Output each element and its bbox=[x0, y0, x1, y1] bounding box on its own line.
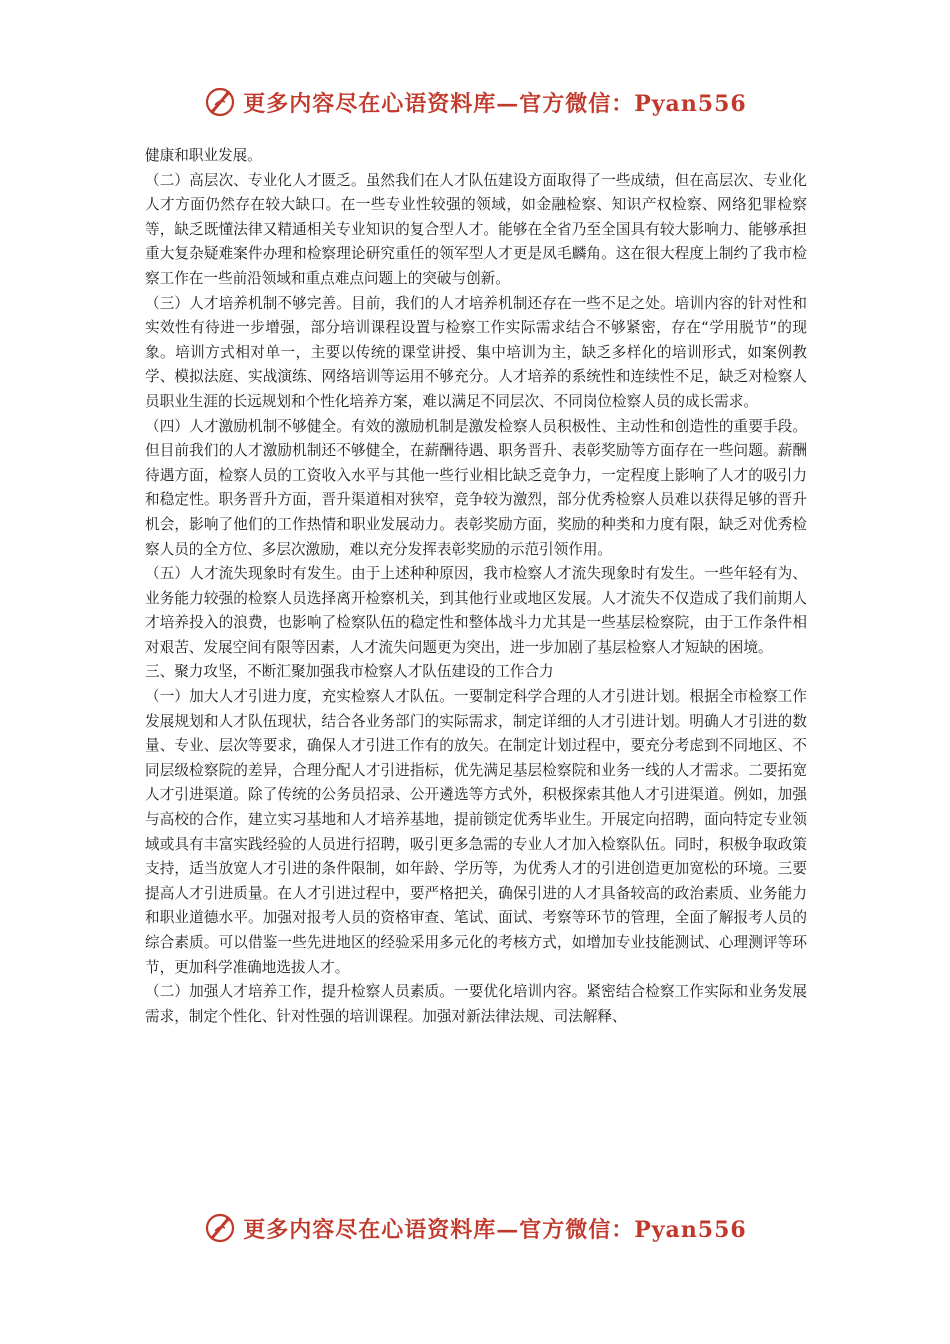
pen-logo-icon bbox=[203, 85, 237, 119]
banner-text: 更多内容尽在心语资料库—官方微信：Pyan556 bbox=[243, 1216, 747, 1243]
paragraph: （三）人才培养机制不够完善。目前，我们的人才培养机制还存在一些不足之处。培训内容的针对性和实效性有待进一步增强，部分培训课程设置与检察工作实际需求结合不够紧密，存在“学用脱节”的现象。培训方式相对单一，主要以传统的课堂讲授、集中培训为主，缺乏多样化的培训形式，如案例教学、模拟法庭、实战演练、网络培训等运用不够充分。人才培养的系统性和连续性不足，缺乏对检察人员职业生涯的长远规划和个性化培养方案，难以满足不同层次、不同岗位检察人员的成长需求。 bbox=[145, 294, 807, 410]
paragraph: （一）加大人才引进力度，充实检察人才队伍。一要制定科学合理的人才引进计划。根据全市检察工作发展规划和人才队伍现状，结合各业务部门的实际需求，制定详细的人才引进计划。明确人才引进的数量、专业、层次等要求，确保人才引进工作有的放矢。在制定计划过程中，要充分考虑到不同地区、不同层级检察院的差异，合理分配人才引进指标，优先满足基层检察院和业务一线的人才需求。二要拓宽人才引进渠道。除了传统的公务员招录、公开遴选等方式外，积极探索其他人才引进渠道。例如，加强与高校的合作，建立实习基地和人才培养基地，提前锁定优秀毕业生。开展定向招聘，面向特定专业领域或具有丰富实践经验的人员进行招聘，吸引更多急需的专业人才加入检察队伍。同时，积极争取政策支持，适当放宽人才引进的条件限制，如年龄、学历等，为优秀人才的引进创造更加宽松的环境。三要提高人才引进质量。在人才引进过程中，要严格把关，确保引进的人才具备较高的政治素质、业务能力和职业道德水平。加强对报考人员的资格审查、笔试、面试、考察等环节的管理，全面了解报考人员的综合素质。可以借鉴一些先进地区的经验采用多元化的考核方式，如增加专业技能测试、心理测评等环节，更加科学准确地选拔人才。 bbox=[145, 688, 807, 976]
paragraph: （二）加强人才培养工作，提升检察人员素质。一要优化培训内容。紧密结合检察工作实际和业务发展需求，制定个性化、针对性强的培训课程。加强对新法律法规、司法解释、 bbox=[145, 983, 807, 1025]
section-heading: 三、聚力攻坚，不断汇聚加强我市检察人才队伍建设的工作合力 bbox=[145, 663, 554, 681]
header-banner bbox=[0, 82, 950, 122]
paragraph: （五）人才流失现象时有发生。由于上述种种原因，我市检察人才流失现象时有发生。一些年轻有为、业务能力较强的检察人员选择离开检察机关，到其他行业或地区发展。人才流失不仅造成了我们前期人才培养投入的浪费，也影响了检察队伍的稳定性和整体战斗力尤其是一些基层检察院，由于工作条件相对艰苦、发展空间有限等因素，人才流失问题更为突出，进一步加剧了基层检察人才短缺的困境。 bbox=[145, 565, 807, 656]
document-body bbox=[145, 144, 807, 1029]
paragraph: 健康和职业发展。 bbox=[145, 147, 262, 164]
pen-logo-icon bbox=[203, 1211, 237, 1245]
footer-banner bbox=[0, 1208, 950, 1248]
banner-text: 更多内容尽在心语资料库—官方微信：Pyan556 bbox=[243, 90, 747, 117]
paragraph: （四）人才激励机制不够健全。有效的激励机制是激发检察人员积极性、主动性和创造性的重要手段。但目前我们的人才激励机制还不够健全，在薪酬待遇、职务晋升、表彰奖励等方面存在一些问题。薪酬待遇方面，检察人员的工资收入水平与其他一些行业相比缺乏竞争力，一定程度上影响了人才的吸引力和稳定性。职务晋升方面，晋升渠道相对狭窄，竞争较为激烈，部分优秀检察人员难以获得足够的晋升机会，影响了他们的工作热情和职业发展动力。表彰奖励方面，奖励的种类和力度有限，缺乏对优秀检察人员的全方位、多层次激励，难以充分发挥表彰奖励的示范引领作用。 bbox=[145, 417, 807, 558]
paragraph: （二）高层次、专业化人才匮乏。虽然我们在人才队伍建设方面取得了一些成绩，但在高层次、专业化人才方面仍然存在较大缺口。在一些专业性较强的领域，如金融检察、知识产权检察、网络犯罪检察等，缺乏既懂法律又精通相关专业知识的复合型人才。能够在全省乃至全国具有较大影响力、能够承担重大复杂疑难案件办理和检察理论研究重任的领军型人才更是凤毛麟角。这在很大程度上制约了我市检察工作在一些前沿领域和重点难点问题上的突破与创新。 bbox=[145, 171, 807, 287]
